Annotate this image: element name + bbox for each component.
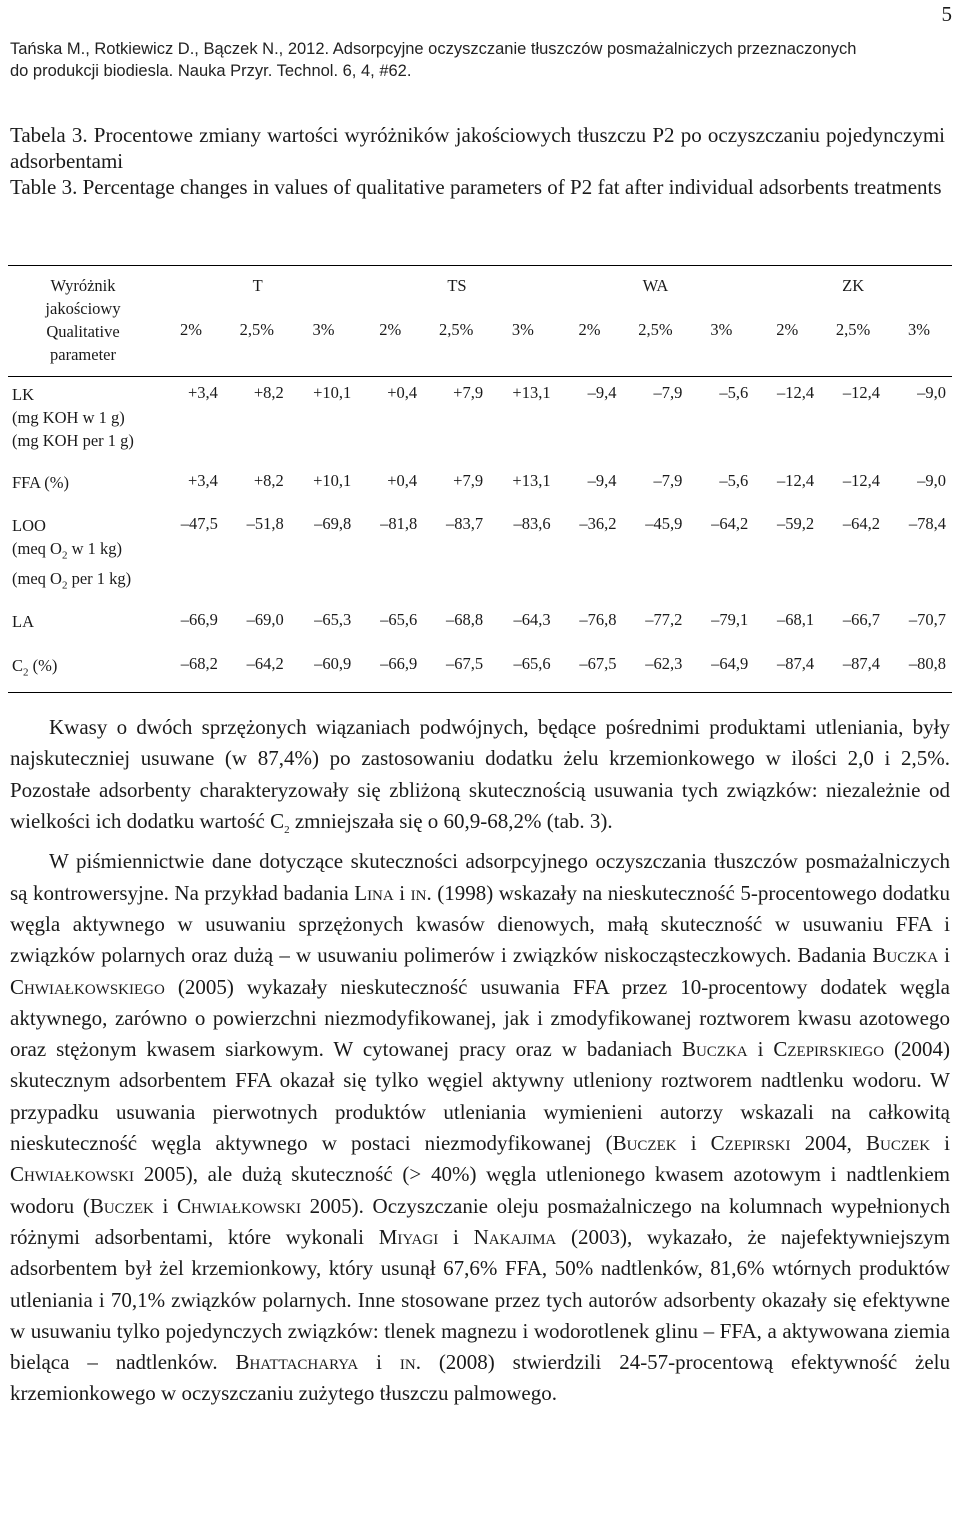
row-label-line: FFA (%): [12, 473, 69, 492]
page-number: 5: [941, 2, 952, 26]
table-cell: –12,4: [842, 383, 881, 402]
percent-header: 2%: [357, 314, 423, 377]
group-t: T: [158, 266, 357, 315]
table-cell: –69,0: [246, 610, 284, 629]
table-cell: –76,8: [579, 610, 617, 629]
percent-header: 2,5%: [423, 314, 489, 377]
table-3: [8, 265, 952, 693]
table-cell: –69,8: [314, 514, 352, 533]
row-label-line: LOO: [12, 516, 46, 535]
table-cell: –64,2: [224, 648, 290, 693]
param-header-line: parameter: [50, 345, 116, 364]
table-cell: –51,8: [246, 514, 284, 533]
table-cell: –68,1: [777, 610, 815, 629]
percent-header: 2%: [557, 314, 623, 377]
table-cell: –79,1: [711, 610, 749, 629]
table-cell: +13,1: [512, 383, 551, 402]
table-cell: +13,1: [512, 471, 551, 490]
table-cell: +8,2: [253, 383, 284, 402]
table-cell: –83,7: [445, 514, 484, 533]
group-ts: TS: [357, 266, 556, 315]
percent-header: 3%: [290, 314, 358, 377]
table-cell: –78,4: [908, 514, 946, 533]
row-label: [8, 604, 158, 648]
table-cell: –68,8: [445, 610, 484, 629]
row-label: [8, 508, 158, 604]
table-cell: +3,4: [187, 383, 218, 402]
table-cell: +8,2: [253, 471, 284, 490]
table-cell: –81,8: [380, 514, 418, 533]
table-cell: –64,3: [513, 610, 551, 629]
caption-english: Table 3. Percentage changes in values of qualitative parameters of P2 fat after individual adsorbents treatments: [10, 175, 942, 199]
table-cell: –9,0: [917, 383, 946, 402]
table-cell: –7,9: [653, 383, 683, 402]
table-cell: –66,9: [357, 648, 423, 693]
param-header-line: jakościowy: [45, 299, 121, 318]
row-label: [8, 377, 158, 466]
table-body: [8, 377, 952, 693]
table-cell: +7,9: [453, 383, 484, 402]
row-label-line: $C_2$ (%): [12, 656, 58, 679]
table-cell: +7,9: [453, 471, 484, 490]
table-cell: –9,4: [587, 383, 617, 402]
row-label-line: (mg KOH w 1 g): [12, 408, 125, 427]
param-header: [8, 266, 158, 377]
percent-header: 3%: [688, 314, 754, 377]
row-label: [8, 465, 158, 508]
row-label-line: (meq $O_2$ per 1 kg): [12, 569, 132, 592]
percent-header: 3%: [886, 314, 952, 377]
body-text: [10, 712, 950, 1410]
table-cell: –67,5: [557, 648, 623, 693]
table-cell: –70,7: [908, 610, 946, 629]
table-cell: –64,9: [688, 648, 754, 693]
percent-header: 2,5%: [224, 314, 290, 377]
table-cell: –5,6: [719, 471, 749, 490]
group-header-row: [8, 266, 952, 315]
table-cell: –9,4: [587, 471, 617, 490]
table-cell: –83,6: [513, 514, 551, 533]
table-cell: –9,0: [917, 471, 946, 490]
group-wa: WA: [557, 266, 755, 315]
table-cell: –12,4: [777, 383, 815, 402]
table-cell: –65,3: [314, 610, 352, 629]
paragraph-2: W piśmiennictwie dane dotyczące skuteczności adsorpcyjnego oczyszczania tłuszczów posmażalniczych są kontrowersyjne. Na przykład badania Lina i in. (1998) wskazały na nieskuteczność 5-procentowego dodatku węgla aktywnego w usuwaniu sprzężonych kwasów dienowych, małą skuteczność w usuwaniu FFA i związków polarnych oraz dużą – w usuwaniu polimerów i związków niskocząsteczkowych. Badania Buczka i Chwiałkowskiego (2005) wykazały nieskuteczność usuwania FFA przez 10-procentowy dodatek węgla aktywnego, zarówno o powierzchni niezmodyfikowanej, jak i zmodyfikowanej roztworem kwasu azotowego oraz stężonym kwasem siarkowym. W cytowanej pracy oraz w badaniach Buczka i Czepirskiego (2004) skutecznym adsorbentem FFA okazał się tylko węgiel aktywny utleniony roztworem nadtlenku wodoru. W przypadku usuwania pierwotnych produktów utleniania wymienieni autorzy wskazali na całkowitą nieskuteczność węgla aktywnego w postaci niezmodyfikowanej (Buczek i Czepirski 2004, Buczek i Chwiałkowski 2005), ale dużą skuteczność (> 40%) węgla utlenionego kwasem azotowym i nadtlenkiem wodoru (Buczek i Chwiałkowski 2005). Oczyszczanie oleju posmażalniczego na kolumnach wypełnionych różnymi adsorbentami, które wykonali Miyagi i Nakajima (2003), wykazało, że najefektywniejszym adsorbentem był żel krzemionkowy, który usunął 67,6% FFA, 50% nadtlenków, 81,6% wtórnych produktów utleniania i 70,1% związków polarnych. Inne stosowane przez tych autorów adsorbenty okazały się efektywne w usuwaniu tylko pojedynczych związków: tlenek magnezu i wodorotlenek glinu – FFA, a aktywowana ziemia bieląca – nadtlenków. Bhattacharya i in. (2008) stwierdzili 24-57-procentową efektywność żelu krzemionkowego w oczyszczaniu zużytego tłuszczu palmowego.: [10, 849, 950, 1406]
row-label-line: LK: [12, 385, 34, 404]
param-header-line: Qualitative: [46, 322, 120, 341]
percent-header: 2%: [754, 314, 820, 377]
table-row: [8, 377, 952, 466]
percent-header: 2,5%: [820, 314, 886, 377]
table-cell: –36,2: [579, 514, 617, 533]
percent-header: 2,5%: [622, 314, 688, 377]
table-row: [8, 508, 952, 604]
row-label-line: (mg KOH per 1 g): [12, 431, 134, 450]
percent-header: 3%: [489, 314, 557, 377]
table-cell: –66,9: [180, 610, 218, 629]
table-row: [8, 465, 952, 508]
paragraph-1: Kwasy o dwóch sprzężonych wiązaniach podwójnych, będące pośrednimi produktami utleniania, były najskuteczniej usuwane (w 87,4%) po zastosowaniu dodatku żelu krzemionkowego w ilości 2,0 i 2,5%. Pozostałe adsorbenty charakteryzowały się zbliżoną skutecznością usuwania tych związków: niezależnie od wielkości ich dodatku wartość $C_2$ zmniejszała się o 60,9-68,2% (tab. 3).: [10, 715, 950, 837]
table-cell: –68,2: [158, 648, 224, 693]
table-cell: +0,4: [387, 471, 418, 490]
table-row: [8, 604, 952, 648]
table-caption: [10, 122, 945, 200]
table-cell: –65,6: [380, 610, 418, 629]
table-cell: –65,6: [489, 648, 557, 693]
citation-header: [10, 38, 955, 82]
table-row: [8, 648, 952, 693]
percent-header: 2%: [158, 314, 224, 377]
table-cell: –87,4: [754, 648, 820, 693]
table-cell: –62,3: [622, 648, 688, 693]
citation-line-1: Tańska M., Rotkiewicz D., Bączek N., 2012. Adsorpcyjne oczyszczanie tłuszczów posmażalniczych przeznaczonych: [10, 40, 857, 58]
citation-line-2: do produkcji biodiesla. Nauka Przyr. Technol. 6, 4, #62.: [10, 62, 412, 80]
table-cell: –64,2: [711, 514, 749, 533]
table-cell: –67,5: [423, 648, 489, 693]
table-cell: –64,2: [842, 514, 881, 533]
table-cell: –7,9: [653, 471, 683, 490]
table-cell: –80,8: [886, 648, 952, 693]
group-zk: ZK: [754, 266, 952, 315]
table-cell: –59,2: [777, 514, 815, 533]
table-cell: –12,4: [842, 471, 881, 490]
table-cell: –45,9: [645, 514, 683, 533]
table-cell: –87,4: [820, 648, 886, 693]
table-cell: +0,4: [387, 383, 418, 402]
row-label-line: LA: [12, 612, 34, 631]
table-cell: –66,7: [842, 610, 881, 629]
table-cell: +3,4: [187, 471, 218, 490]
param-header-line: Wyróżnik: [50, 276, 116, 295]
row-label: [8, 648, 158, 693]
table-cell: +10,1: [313, 471, 352, 490]
table-cell: –5,6: [719, 383, 749, 402]
table-cell: +10,1: [313, 383, 352, 402]
row-label-line: (meq $O_2$ w 1 kg): [12, 539, 122, 562]
caption-polish: Tabela 3. Procentowe zmiany wartości wyróżników jakościowych tłuszczu P2 po oczyszczaniu pojedynczymi adsorbentami: [10, 123, 945, 173]
table-cell: –60,9: [290, 648, 358, 693]
data-table: [8, 265, 952, 693]
table-cell: –47,5: [180, 514, 218, 533]
table-cell: –77,2: [645, 610, 683, 629]
table-cell: –12,4: [777, 471, 815, 490]
